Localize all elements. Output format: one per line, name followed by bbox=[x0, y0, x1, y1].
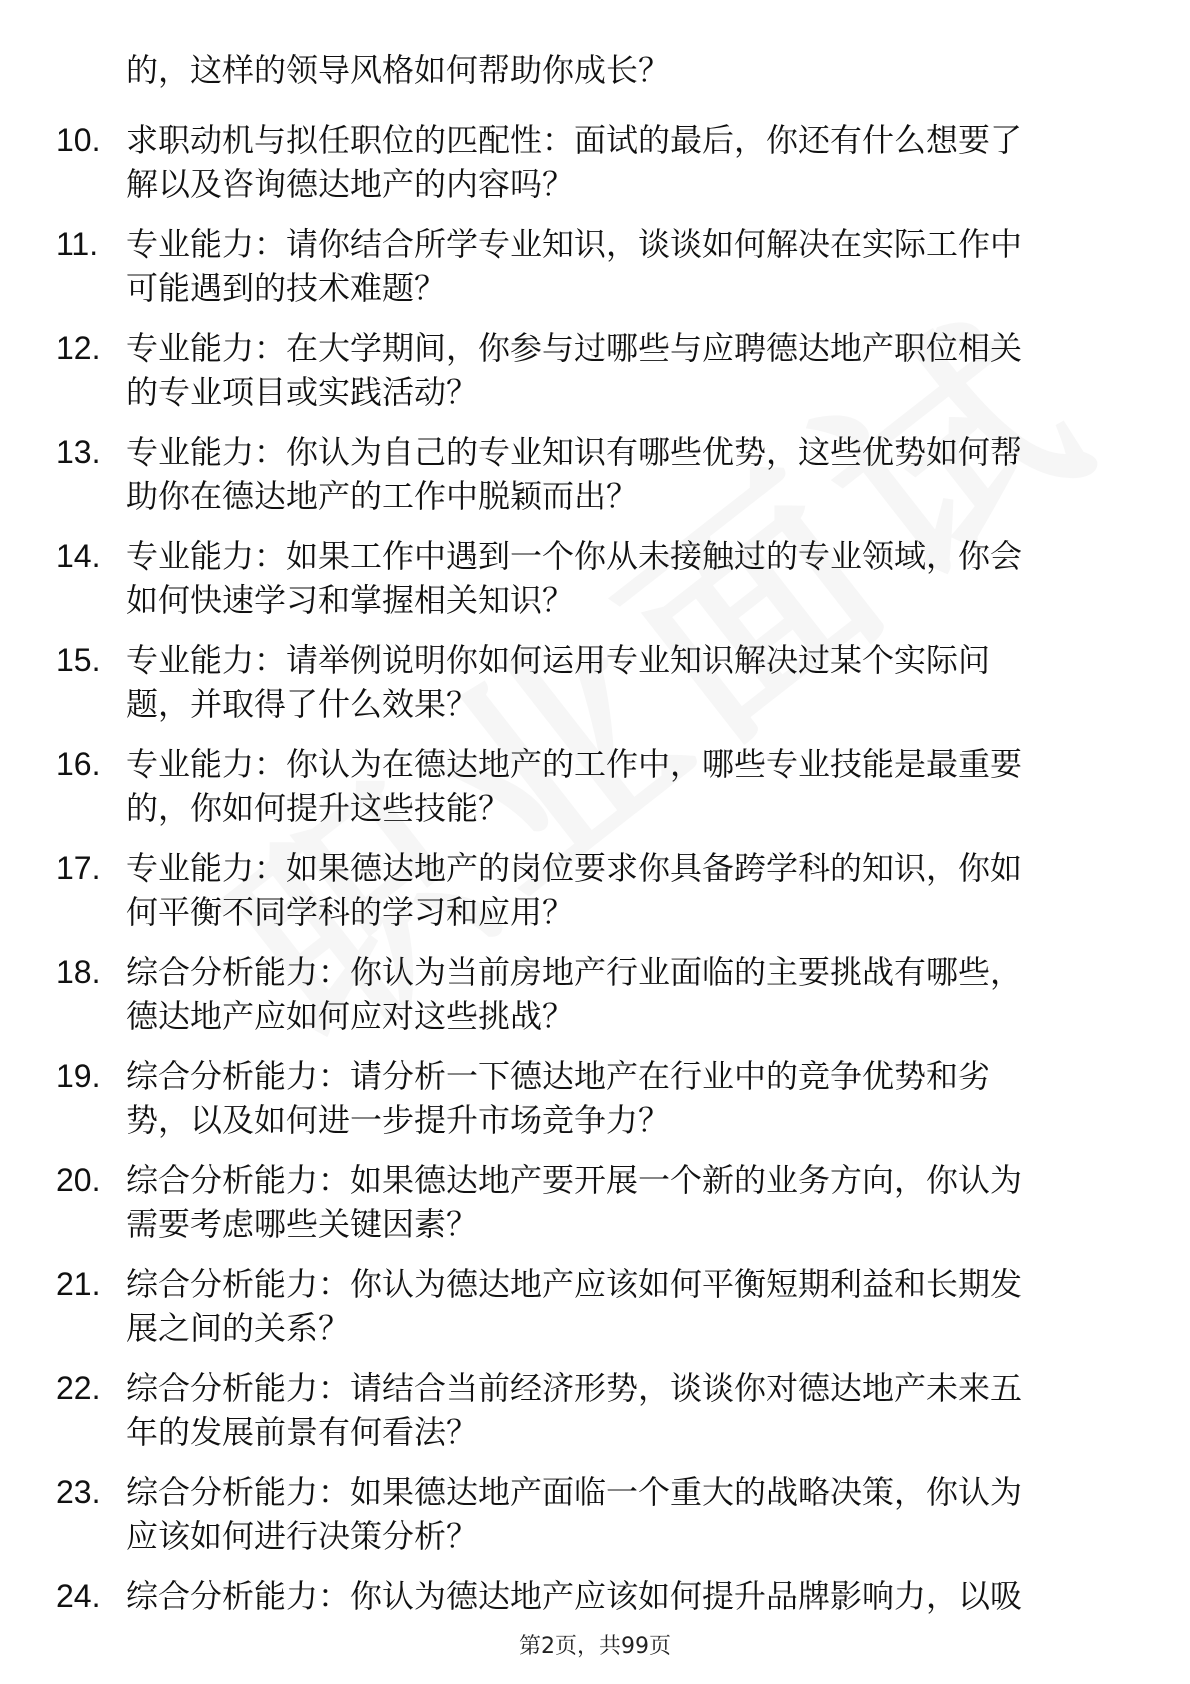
page-footer: 第2页，共99页 bbox=[519, 1634, 671, 1659]
question-item bbox=[0, 118, 1190, 222]
question-text bbox=[126, 1262, 1106, 1350]
question-line: 的专业项目或实践活动？ bbox=[126, 373, 479, 411]
question-item bbox=[0, 1574, 1190, 1678]
question-number: 12. bbox=[56, 330, 101, 366]
question-line: 可能遇到的技术难题？ bbox=[126, 269, 447, 307]
question-item bbox=[0, 1470, 1190, 1574]
question-item bbox=[0, 846, 1190, 950]
question-text bbox=[126, 742, 1106, 830]
question-line: 求职动机与拟任职位的匹配性：面试的最后，你还有什么想要了 bbox=[126, 121, 1023, 159]
question-text bbox=[126, 1470, 1106, 1558]
question-line: 专业能力：你认为自己的专业知识有哪些优势，这些优势如何帮 bbox=[126, 433, 1023, 471]
question-number: 23. bbox=[56, 1474, 101, 1510]
question-number: 17. bbox=[56, 850, 101, 886]
question-number: 16. bbox=[56, 746, 101, 782]
question-text bbox=[126, 1366, 1106, 1454]
question-line: 专业能力：在大学期间，你参与过哪些与应聘德达地产职位相关 bbox=[126, 329, 1023, 367]
question-line: 的，你如何提升这些技能？ bbox=[126, 789, 511, 827]
question-item bbox=[0, 1366, 1190, 1470]
question-text bbox=[126, 1158, 1106, 1246]
question-line: 势，以及如何进一步提升市场竞争力？ bbox=[126, 1101, 671, 1139]
question-line: 年的发展前景有何看法？ bbox=[126, 1413, 479, 1451]
question-text bbox=[126, 1574, 1106, 1618]
question-number: 18. bbox=[56, 954, 101, 990]
question-line: 综合分析能力：请结合当前经济形势，谈谈你对德达地产未来五 bbox=[126, 1369, 1023, 1407]
question-line: 专业能力：如果工作中遇到一个你从未接触过的专业领域，你会 bbox=[126, 537, 1023, 575]
question-text bbox=[126, 950, 1106, 1038]
question-number: 14. bbox=[56, 538, 101, 574]
question-item bbox=[0, 1054, 1190, 1158]
question-number: 11. bbox=[56, 226, 99, 262]
question-line: 综合分析能力：请分析一下德达地产在行业中的竞争优势和劣 bbox=[126, 1057, 991, 1095]
question-number: 19. bbox=[56, 1058, 101, 1094]
question-number: 24. bbox=[56, 1578, 101, 1614]
question-text bbox=[126, 1054, 1106, 1142]
question-item bbox=[0, 534, 1190, 638]
question-line: 何平衡不同学科的学习和应用？ bbox=[126, 893, 575, 931]
question-number: 22. bbox=[56, 1370, 101, 1406]
question-item bbox=[0, 1158, 1190, 1262]
question-line: 综合分析能力：你认为德达地产应该如何平衡短期利益和长期发 bbox=[126, 1265, 1023, 1303]
question-text bbox=[126, 118, 1106, 206]
question-line: 展之间的关系？ bbox=[126, 1309, 351, 1347]
question-line: 题，并取得了什么效果？ bbox=[126, 685, 479, 723]
question-item bbox=[0, 638, 1190, 742]
question-number: 13. bbox=[56, 434, 101, 470]
question-line: 应该如何进行决策分析？ bbox=[126, 1517, 479, 1555]
continuation-text: 的，这样的领导风格如何帮助你成长？ bbox=[126, 51, 671, 89]
question-line: 综合分析能力：你认为当前房地产行业面临的主要挑战有哪些， bbox=[126, 953, 1023, 991]
question-text bbox=[126, 638, 1106, 726]
question-line: 综合分析能力：如果德达地产面临一个重大的战略决策，你认为 bbox=[126, 1473, 1023, 1511]
question-text bbox=[126, 846, 1106, 934]
question-line: 专业能力：你认为在德达地产的工作中，哪些专业技能是最重要 bbox=[126, 745, 1023, 783]
question-number: 21. bbox=[56, 1266, 101, 1302]
question-number: 15. bbox=[56, 642, 101, 678]
question-line: 如何快速学习和掌握相关知识？ bbox=[126, 581, 575, 619]
question-text bbox=[126, 430, 1106, 518]
question-line: 综合分析能力：你认为德达地产应该如何提升品牌影响力，以吸 bbox=[126, 1577, 1023, 1615]
question-item bbox=[0, 326, 1190, 430]
question-item bbox=[0, 430, 1190, 534]
question-text bbox=[126, 534, 1106, 622]
question-line: 专业能力：请举例说明你如何运用专业知识解决过某个实际问 bbox=[126, 641, 991, 679]
question-line: 需要考虑哪些关键因素？ bbox=[126, 1205, 479, 1243]
question-text bbox=[126, 222, 1106, 310]
question-line: 专业能力：请你结合所学专业知识，谈谈如何解决在实际工作中 bbox=[126, 225, 1023, 263]
question-list bbox=[0, 118, 1190, 1678]
question-line: 综合分析能力：如果德达地产要开展一个新的业务方向，你认为 bbox=[126, 1161, 1023, 1199]
question-line: 助你在德达地产的工作中脱颖而出？ bbox=[126, 477, 639, 515]
question-line: 德达地产应如何应对这些挑战？ bbox=[126, 997, 575, 1035]
question-item bbox=[0, 950, 1190, 1054]
question-line: 专业能力：如果德达地产的岗位要求你具备跨学科的知识，你如 bbox=[126, 849, 1023, 887]
question-item bbox=[0, 742, 1190, 846]
question-item bbox=[0, 222, 1190, 326]
question-text bbox=[126, 326, 1106, 414]
question-item bbox=[0, 1262, 1190, 1366]
question-line: 解以及咨询德达地产的内容吗？ bbox=[126, 165, 575, 203]
question-number: 10. bbox=[56, 122, 101, 158]
question-number: 20. bbox=[56, 1162, 101, 1198]
